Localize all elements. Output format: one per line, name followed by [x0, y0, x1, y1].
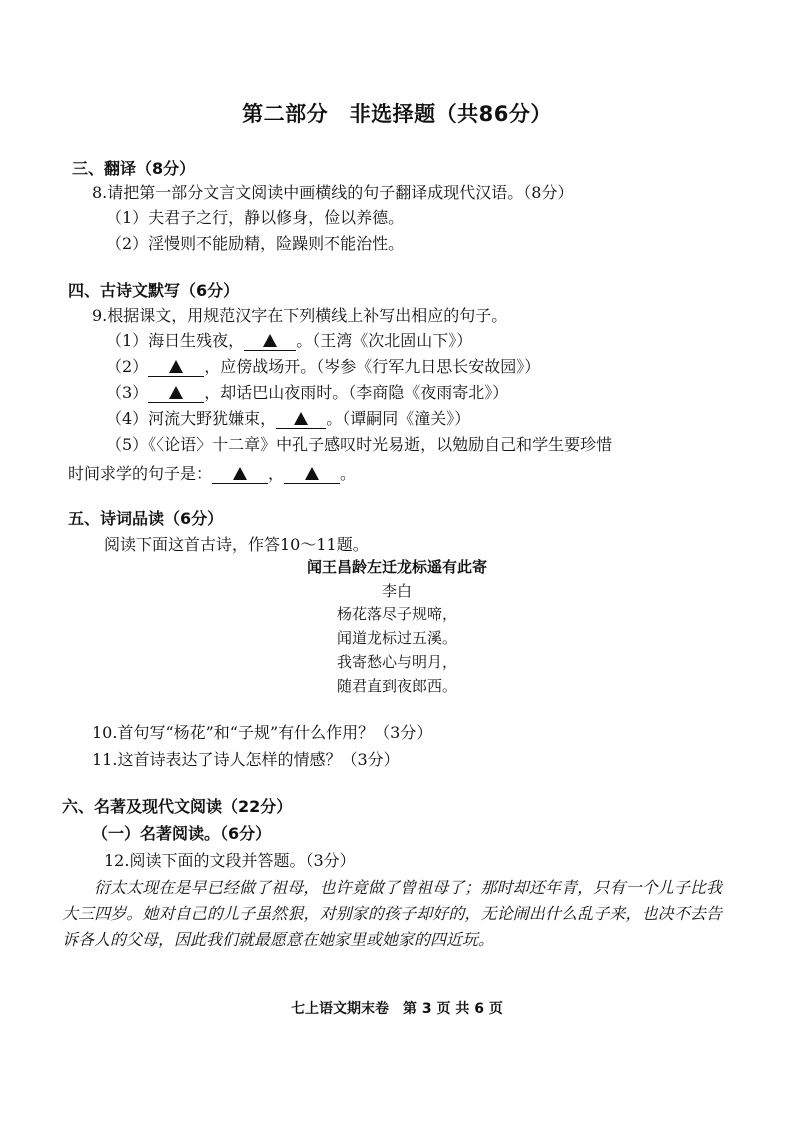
triangle-icon: [169, 386, 183, 399]
question-9-item-1: [106, 330, 472, 352]
item-3-prefix: （3）: [106, 383, 149, 402]
fill-in-blank[interactable]: [284, 465, 340, 484]
section-3-header: 三、翻译（8分）: [72, 159, 196, 178]
poem-title: 闻王昌龄左迁龙标遥有此寄: [306, 558, 487, 576]
question-8-item-1: （1）夫君子之行，静以修身，俭以养德。: [106, 208, 405, 227]
triangle-icon: [294, 412, 308, 425]
section-4-header: 四、古诗文默写（6分）: [68, 281, 240, 300]
fill-in-blank[interactable]: [148, 384, 204, 403]
question-12: 12.阅读下面的文段并答题。（3分）: [104, 851, 356, 870]
question-11: 11.这首诗表达了诗人怎样的情感？（3分）: [92, 750, 400, 769]
section-6-header: 六、名著及现代文阅读（22分）: [62, 797, 293, 816]
poem-line: 我寄愁心与明月，: [336, 653, 457, 671]
item-5-prefix: 时间求学的句子是：: [68, 464, 213, 483]
question-8-item-2: （2）淫慢则不能励精，险躁则不能治性。: [106, 234, 405, 253]
item-1-prefix: （1）海日生残夜，: [106, 331, 245, 350]
item-1-suffix: 。（王湾《次北固山下》）: [296, 331, 473, 350]
poem-author: 李白: [381, 582, 412, 600]
section-5-header: 五、诗词品读（6分）: [68, 509, 224, 528]
item-4-suffix: 。（谭嗣同《潼关》）: [326, 409, 471, 428]
item-5-comma: ，: [268, 464, 285, 483]
page-footer: 七上语文期末卷 第 3 页 共 6 页: [291, 1001, 503, 1017]
fill-in-blank[interactable]: [244, 332, 296, 351]
section-5-intro: 阅读下面这首古诗，作答10～11题。: [104, 535, 369, 554]
item-4-prefix: （4）河流大野犹嫌束，: [106, 409, 277, 428]
fill-in-blank[interactable]: [148, 358, 204, 377]
triangle-icon: [263, 334, 277, 347]
question-9-item-2: [106, 356, 540, 378]
triangle-icon: [169, 360, 183, 373]
item-3-suffix: ，却话巴山夜雨时。（李商隐《夜雨寄北》）: [204, 383, 509, 402]
question-8: 8.请把第一部分文言文阅读中画横线的句子翻译成现代汉语。（8分）: [92, 183, 574, 202]
triangle-icon: [305, 467, 319, 480]
item-5-period: 。: [340, 464, 357, 483]
fill-in-blank[interactable]: [212, 465, 268, 484]
question-9-item-4: [106, 408, 470, 430]
poem-line: 闻道龙标过五溪。: [336, 629, 457, 647]
question-9-item-5-cont: [68, 463, 356, 485]
page-title: 第二部分 非选择题（共86分）: [242, 102, 552, 126]
question-9: 9.根据课文，用规范汉字在下列横线上补写出相应的句子。: [92, 306, 508, 325]
poem-line: 随君直到夜郎西。: [336, 677, 457, 695]
poem-line: 杨花落尽子规啼，: [336, 605, 457, 623]
question-9-item-5: （5）《〈论语〉十二章》中孔子感叹时光易逝，以勉励自己和学生要珍惜: [106, 435, 613, 454]
reading-passage: 衍太太现在是早已经做了祖母，也许竟做了曾祖母了；那时却还年青，只有一个儿子比我大三四岁。她对自己的儿子虽然狠，对别家的孩子却好的，无论闹出什么乱子来，也决不去告诉各人的父母，因此我们就最愿意在她家里或她家的四近玩。: [62, 878, 722, 949]
fill-in-blank[interactable]: [276, 410, 326, 429]
triangle-icon: [233, 467, 247, 480]
item-2-prefix: （2）: [106, 357, 149, 376]
item-2-suffix: ，应傍战场开。（岑参《行军九日思长安故园》）: [204, 357, 541, 376]
question-10: 10.首句写“杨花”和“子规”有什么作用？（3分）: [92, 723, 433, 742]
question-9-item-3: [106, 382, 508, 404]
subsection-1-header: （一）名著阅读。（6分）: [92, 824, 272, 843]
